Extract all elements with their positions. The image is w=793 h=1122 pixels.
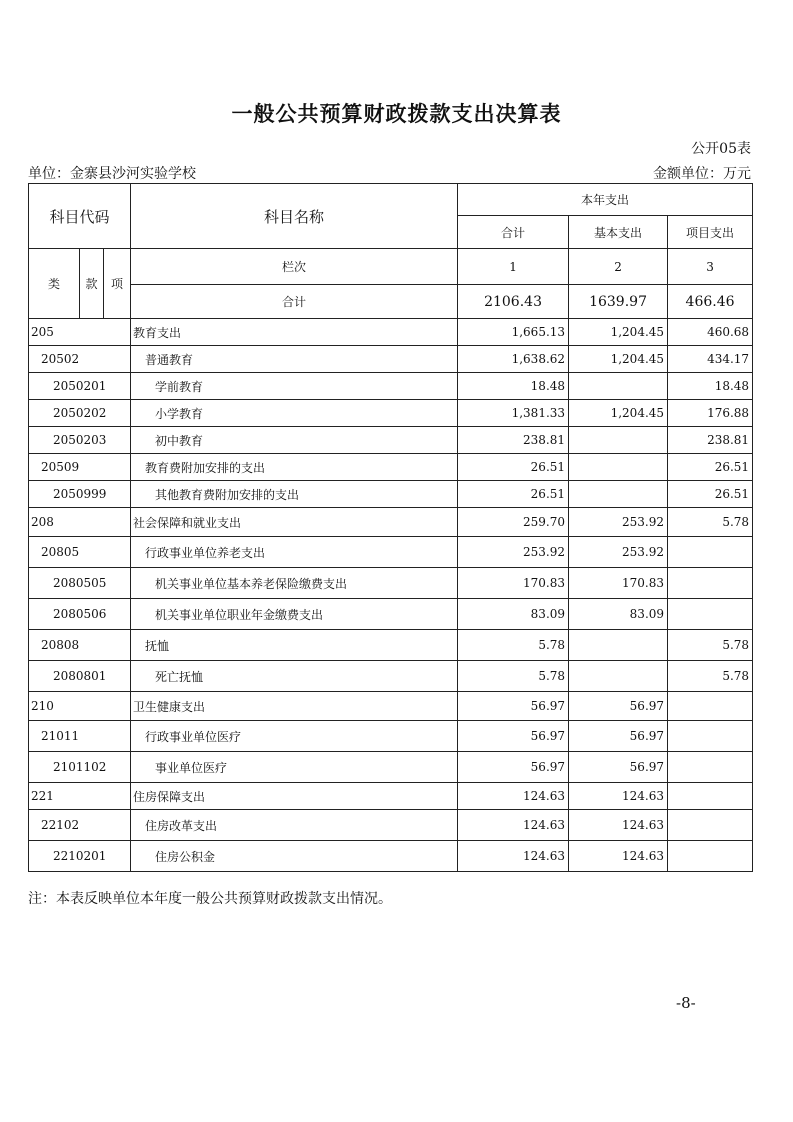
row-project	[668, 752, 753, 783]
row-project: 26.51	[668, 454, 753, 481]
row-code: 2050999	[29, 481, 131, 508]
table-row	[29, 783, 753, 810]
row-name: 住房保障支出	[131, 783, 458, 810]
table-row	[29, 630, 753, 661]
row-basic: 1,204.45	[569, 346, 668, 373]
row-basic	[569, 427, 668, 454]
header-column-index: 栏次	[131, 249, 458, 285]
table-row	[29, 346, 753, 373]
row-code: 2050201	[29, 373, 131, 400]
row-total: 5.78	[458, 661, 569, 692]
row-name: 小学教育	[131, 400, 458, 427]
row-basic: 124.63	[569, 841, 668, 872]
row-name: 其他教育费附加安排的支出	[131, 481, 458, 508]
row-code: 2080801	[29, 661, 131, 692]
row-code: 2080506	[29, 599, 131, 630]
sum-row	[29, 285, 753, 319]
table-row	[29, 692, 753, 721]
row-basic: 56.97	[569, 721, 668, 752]
row-basic: 1,204.45	[569, 400, 668, 427]
row-total: 26.51	[458, 481, 569, 508]
row-code: 210	[29, 692, 131, 721]
row-code: 208	[29, 508, 131, 537]
header-row-1	[29, 184, 753, 216]
form-number: 公开05表	[691, 141, 751, 157]
row-project	[668, 783, 753, 810]
expenditure-table	[28, 183, 753, 872]
row-name: 住房改革支出	[131, 810, 458, 841]
row-total: 1,381.33	[458, 400, 569, 427]
row-basic: 83.09	[569, 599, 668, 630]
row-name: 初中教育	[131, 427, 458, 454]
row-project: 5.78	[668, 661, 753, 692]
sum-basic: 1639.97	[569, 285, 668, 319]
row-code: 221	[29, 783, 131, 810]
row-total: 124.63	[458, 783, 569, 810]
row-code: 22102	[29, 810, 131, 841]
row-name: 卫生健康支出	[131, 692, 458, 721]
row-name: 教育费附加安排的支出	[131, 454, 458, 481]
row-project: 460.68	[668, 319, 753, 346]
header-col2: 2	[569, 249, 668, 285]
row-code: 2050202	[29, 400, 131, 427]
header-name: 科目名称	[131, 184, 458, 249]
header-project: 项目支出	[668, 216, 753, 249]
row-basic: 1,204.45	[569, 319, 668, 346]
table-row	[29, 721, 753, 752]
table-row	[29, 568, 753, 599]
row-name: 学前教育	[131, 373, 458, 400]
row-code: 2210201	[29, 841, 131, 872]
row-total: 259.70	[458, 508, 569, 537]
row-project	[668, 568, 753, 599]
footnote: 注：本表反映单位本年度一般公共预算财政拨款支出情况。	[28, 891, 392, 907]
row-code: 21011	[29, 721, 131, 752]
row-basic	[569, 630, 668, 661]
row-name: 机关事业单位基本养老保险缴费支出	[131, 568, 458, 599]
row-code: 20805	[29, 537, 131, 568]
row-total: 5.78	[458, 630, 569, 661]
header-kuan: 款	[80, 249, 104, 319]
sum-total: 2106.43	[458, 285, 569, 319]
row-code: 20502	[29, 346, 131, 373]
row-project	[668, 841, 753, 872]
row-code: 2050203	[29, 427, 131, 454]
row-code: 2101102	[29, 752, 131, 783]
row-project	[668, 692, 753, 721]
row-total: 124.63	[458, 841, 569, 872]
row-basic: 253.92	[569, 537, 668, 568]
row-name: 抚恤	[131, 630, 458, 661]
table-row	[29, 537, 753, 568]
row-name: 教育支出	[131, 319, 458, 346]
row-total: 253.92	[458, 537, 569, 568]
row-total: 83.09	[458, 599, 569, 630]
row-project: 26.51	[668, 481, 753, 508]
row-basic: 56.97	[569, 692, 668, 721]
row-basic	[569, 481, 668, 508]
row-name: 普通教育	[131, 346, 458, 373]
row-total: 56.97	[458, 752, 569, 783]
header-xiang: 项	[104, 249, 131, 319]
row-total: 1,665.13	[458, 319, 569, 346]
header-lei: 类	[29, 249, 80, 319]
row-name: 机关事业单位职业年金缴费支出	[131, 599, 458, 630]
table-row	[29, 427, 753, 454]
unit-label: 单位：金寨县沙河实验学校	[28, 166, 196, 182]
row-project: 18.48	[668, 373, 753, 400]
row-code: 205	[29, 319, 131, 346]
row-project: 434.17	[668, 346, 753, 373]
table-row	[29, 599, 753, 630]
table-row	[29, 508, 753, 537]
row-project	[668, 599, 753, 630]
row-name: 死亡抚恤	[131, 661, 458, 692]
row-project: 238.81	[668, 427, 753, 454]
header-total: 合计	[458, 216, 569, 249]
row-basic: 253.92	[569, 508, 668, 537]
page-number: -8-	[676, 994, 696, 1012]
row-project: 176.88	[668, 400, 753, 427]
row-name: 住房公积金	[131, 841, 458, 872]
row-basic: 170.83	[569, 568, 668, 599]
row-total: 26.51	[458, 454, 569, 481]
row-basic	[569, 661, 668, 692]
row-code: 20509	[29, 454, 131, 481]
row-basic: 56.97	[569, 752, 668, 783]
row-project	[668, 721, 753, 752]
row-name: 事业单位医疗	[131, 752, 458, 783]
row-name: 行政事业单位养老支出	[131, 537, 458, 568]
row-total: 124.63	[458, 810, 569, 841]
table-row	[29, 810, 753, 841]
sum-label: 合计	[131, 285, 458, 319]
row-name: 行政事业单位医疗	[131, 721, 458, 752]
table-row	[29, 400, 753, 427]
header-current-year: 本年支出	[458, 184, 753, 216]
row-code: 20808	[29, 630, 131, 661]
table-row	[29, 373, 753, 400]
row-total: 18.48	[458, 373, 569, 400]
table-row	[29, 319, 753, 346]
row-total: 238.81	[458, 427, 569, 454]
row-project: 5.78	[668, 508, 753, 537]
column-index-row	[29, 249, 753, 285]
row-total: 56.97	[458, 692, 569, 721]
sum-project: 466.46	[668, 285, 753, 319]
page-title: 一般公共预算财政拨款支出决算表	[231, 101, 562, 126]
row-basic: 124.63	[569, 783, 668, 810]
table-row	[29, 481, 753, 508]
table-row	[29, 661, 753, 692]
row-basic	[569, 373, 668, 400]
row-project: 5.78	[668, 630, 753, 661]
amount-unit-label: 金额单位：万元	[653, 166, 751, 182]
table-row	[29, 841, 753, 872]
row-project	[668, 810, 753, 841]
row-name: 社会保障和就业支出	[131, 508, 458, 537]
header-basic: 基本支出	[569, 216, 668, 249]
row-basic	[569, 454, 668, 481]
table-row	[29, 454, 753, 481]
row-project	[668, 537, 753, 568]
row-basic: 124.63	[569, 810, 668, 841]
header-col3: 3	[668, 249, 753, 285]
header-col1: 1	[458, 249, 569, 285]
table-row	[29, 752, 753, 783]
row-total: 170.83	[458, 568, 569, 599]
row-total: 1,638.62	[458, 346, 569, 373]
row-code: 2080505	[29, 568, 131, 599]
header-code: 科目代码	[29, 184, 131, 249]
row-total: 56.97	[458, 721, 569, 752]
